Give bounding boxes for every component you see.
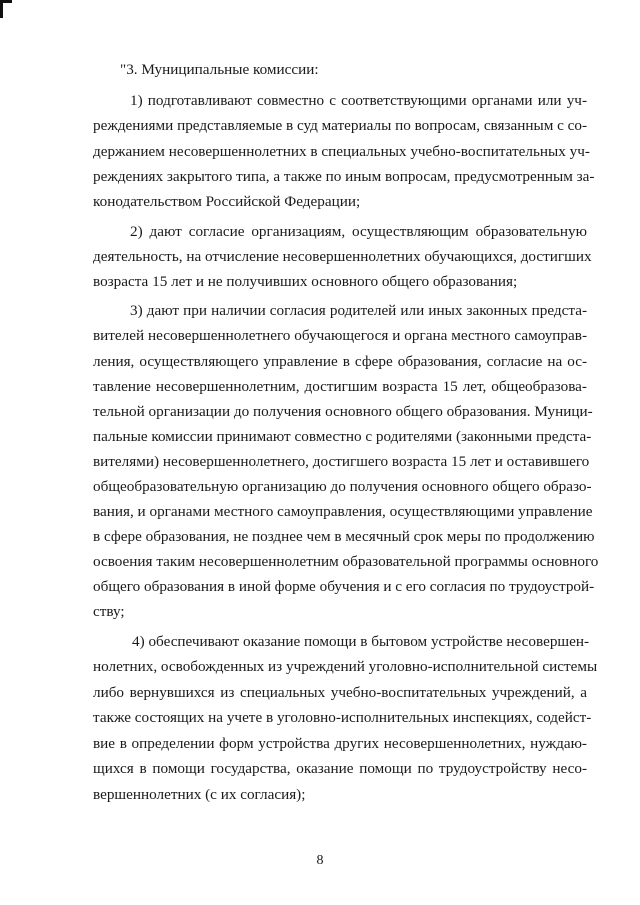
paragraph-1-line-3: держанием несовершеннолетних в специальных учебно-воспитательных уч- xyxy=(93,143,590,160)
paragraph-3-line-10: в сфере образования, не позднее чем в месячный срок меры по продолжению xyxy=(93,528,595,545)
paragraph-3-line-1: 3) дают при наличии согласия родителей или иных законных предста- xyxy=(130,302,587,319)
paragraph-3-line-13: ству; xyxy=(93,603,125,620)
paragraph-3-line-9: вания, и органами местного самоуправления, осуществляющими управление xyxy=(93,503,593,520)
section-heading: "3. Муниципальные комиссии: xyxy=(120,61,319,78)
paragraph-1-line-1: 1) подготавливают совместно с соответствующими органами или уч- xyxy=(130,92,587,109)
paragraph-1-line-2: реждениями представляемые в суд материалы по вопросам, связанным с со- xyxy=(93,117,588,134)
paragraph-2-line-2: деятельность, на отчисление несовершеннолетних обучающихся, достигших xyxy=(93,248,592,265)
paragraph-3-line-4: тавление несовершеннолетним, достигшим возраста 15 лет, общеобразова- xyxy=(93,378,587,395)
paragraph-2-line-3: возраста 15 лет и не получивших основного общего образования; xyxy=(93,273,518,290)
paragraph-4-line-3: либо вернувшихся из специальных учебно-воспитательных учреждений, а xyxy=(93,684,587,701)
page-number: 8 xyxy=(316,853,324,868)
corner-crop-mark-vertical xyxy=(0,0,3,18)
paragraph-3-line-2: вителей несовершеннолетнего обучающегося и органа местного самоуправ- xyxy=(93,327,587,344)
paragraph-1-line-5: конодательством Российской Федерации; xyxy=(93,193,361,210)
paragraph-2-line-1: 2) дают согласие организациям, осуществляющим образовательную xyxy=(130,223,587,240)
paragraph-3-line-11: освоения таким несовершеннолетним образовательной программы основного xyxy=(93,553,599,570)
paragraph-4-line-7: вершеннолетних (с их согласия); xyxy=(93,786,306,803)
paragraph-1-line-4: реждениях закрытого типа, а также по иным вопросам, предусмотренным за- xyxy=(93,168,595,185)
paragraph-4-line-6: щихся в помощи государства, оказание помощи по трудоустройству несо- xyxy=(93,760,587,777)
paragraph-3-line-3: ления, осуществляющего управление в сфере образования, согласие на ос- xyxy=(93,353,587,370)
paragraph-3-line-7: вителями) несовершеннолетнего, достигшего возраста 15 лет и оставившего xyxy=(93,453,590,470)
paragraph-3-line-12: общего образования в иной форме обучения и с его согласия по трудоустрой- xyxy=(93,578,595,595)
paragraph-4-line-2: нолетних, освобожденных из учреждений уголовно-исполнительной системы xyxy=(93,658,598,675)
paragraph-4-line-1: 4) обеспечивают оказание помощи в бытовом устройстве несовершен- xyxy=(132,633,590,650)
paragraph-4-line-4: также состоящих на учете в уголовно-исполнительных инспекциях, содейст- xyxy=(93,709,592,726)
paragraph-3-line-6: пальные комиссии принимают совместно с родителями (законными предста- xyxy=(93,428,592,445)
paragraph-4-line-5: вие в определении форм устройства других несовершеннолетних, нуждаю- xyxy=(93,735,587,752)
paragraph-3-line-8: общеобразовательную организацию до получения основного общего образо- xyxy=(93,478,592,495)
paragraph-3-line-5: тельной организации до получения основного общего образования. Муници- xyxy=(93,403,593,420)
